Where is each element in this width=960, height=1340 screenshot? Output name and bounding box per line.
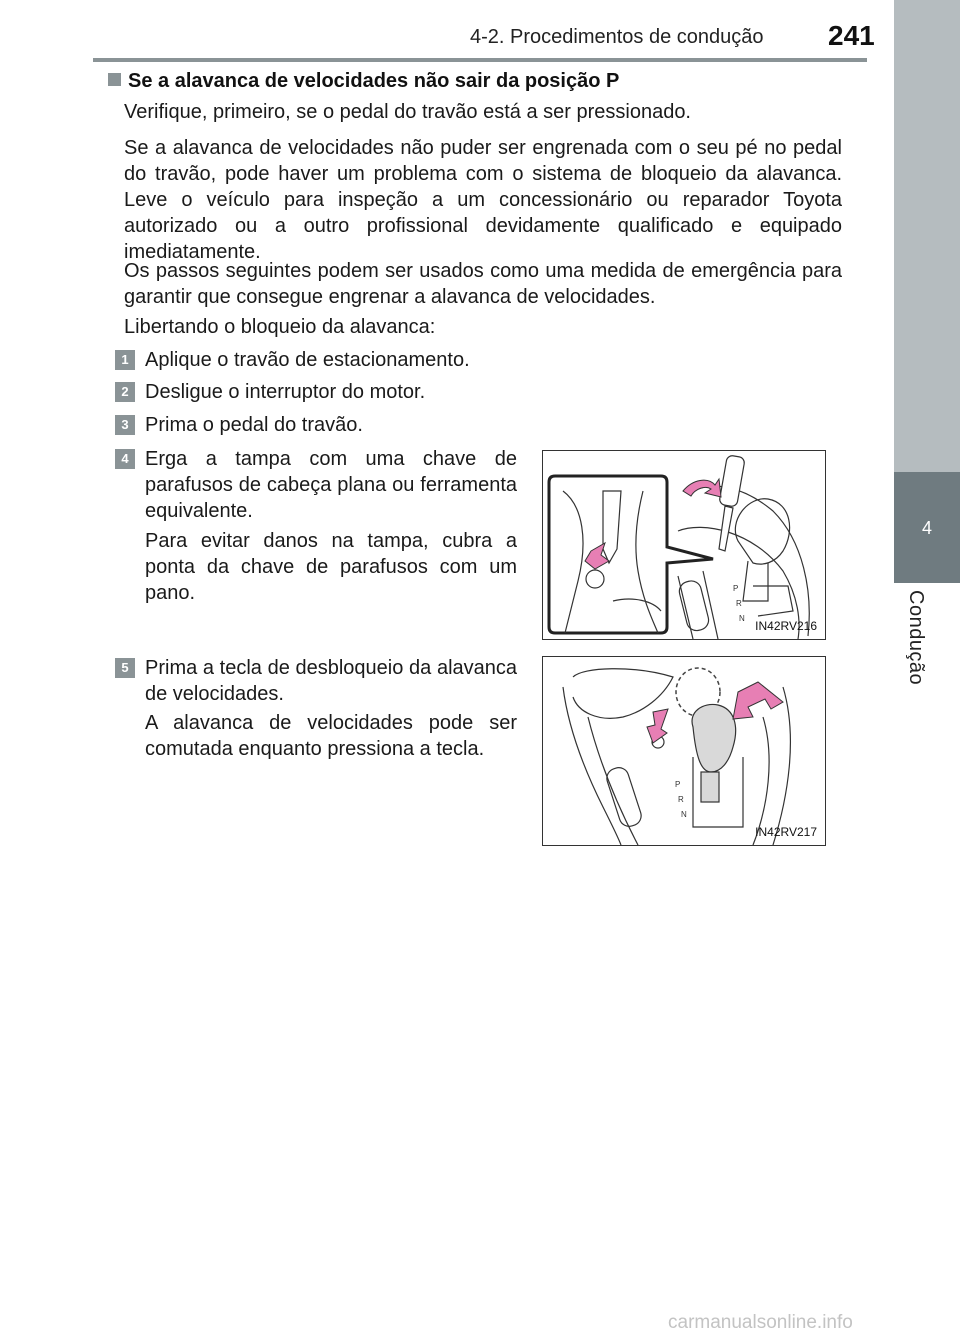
shift-lever-illustration xyxy=(543,657,825,845)
watermark-text: carmanualsonline.info xyxy=(668,1312,853,1333)
shift-console-illustration xyxy=(543,451,825,639)
step-text: Desligue o interruptor do motor. xyxy=(145,381,426,403)
svg-text:P: P xyxy=(675,780,681,789)
figure-lift-cover xyxy=(542,450,826,640)
chapter-tab-bottom xyxy=(894,583,960,1340)
paragraph-release-intro: Libertando o bloqueio da alavanca: xyxy=(124,316,436,338)
figure-code: IN42RV216 xyxy=(755,619,817,633)
step-number-badge: 1 xyxy=(115,350,135,370)
svg-text:R: R xyxy=(736,599,742,608)
chapter-label: Condução xyxy=(905,590,927,686)
step-number-badge: 5 xyxy=(115,658,135,678)
square-bullet-icon xyxy=(108,73,121,86)
step-text: Prima o pedal do travão. xyxy=(145,414,363,436)
figure-code: IN42RV217 xyxy=(755,825,817,839)
chapter-tab-top xyxy=(894,0,960,472)
svg-text:N: N xyxy=(681,810,687,819)
step-text: Erga a tampa com uma chave de parafusos de cabeça plana ou ferramenta equivalente. xyxy=(145,448,517,522)
step-note: A alavanca de velocidades pode ser comutada enquanto pressiona a tecla. xyxy=(145,712,517,760)
svg-text:P: P xyxy=(733,584,739,593)
paragraph-emergency: Os passos seguintes podem ser usados como uma medida de emergência para garantir que consegue engrenar a alavanca de velocidades. xyxy=(124,260,842,308)
svg-text:R: R xyxy=(678,795,684,804)
step-number-badge: 2 xyxy=(115,382,135,402)
chapter-tab xyxy=(894,0,960,1340)
svg-text:N: N xyxy=(739,614,745,623)
section-heading xyxy=(108,70,619,93)
step-text: Aplique o travão de estacionamento. xyxy=(145,349,470,371)
header-divider xyxy=(93,58,867,62)
step-number-badge: 4 xyxy=(115,449,135,469)
section-heading-text: Se a alavanca de velocidades não sair da posição P xyxy=(128,70,620,92)
step-number-badge: 3 xyxy=(115,415,135,435)
chapter-number: 4 xyxy=(921,518,932,538)
paragraph-lock-problem: Se a alavanca de velocidades não puder ser engrenada com o seu pé no pedal do travão, pode haver um problema com o sistema de bloqueio da alavanca. Leve o veículo para inspeção a um concessionário ou reparador Toyota autorizado ou a outro profissional devidamente qualificado e equipado imediatamente. xyxy=(124,137,842,263)
paragraph-check-brake: Verifique, primeiro, se o pedal do travão está a ser pressionado. xyxy=(124,101,691,123)
section-title: 4-2. Procedimentos de condução xyxy=(470,26,764,48)
step-text: Prima a tecla de desbloqueio da alavanca de velocidades. xyxy=(145,657,517,705)
figure-release-button xyxy=(542,656,826,846)
step-note: Para evitar danos na tampa, cubra a ponta da chave de parafusos com um pano. xyxy=(145,530,517,604)
page-number: 241 xyxy=(828,20,875,51)
